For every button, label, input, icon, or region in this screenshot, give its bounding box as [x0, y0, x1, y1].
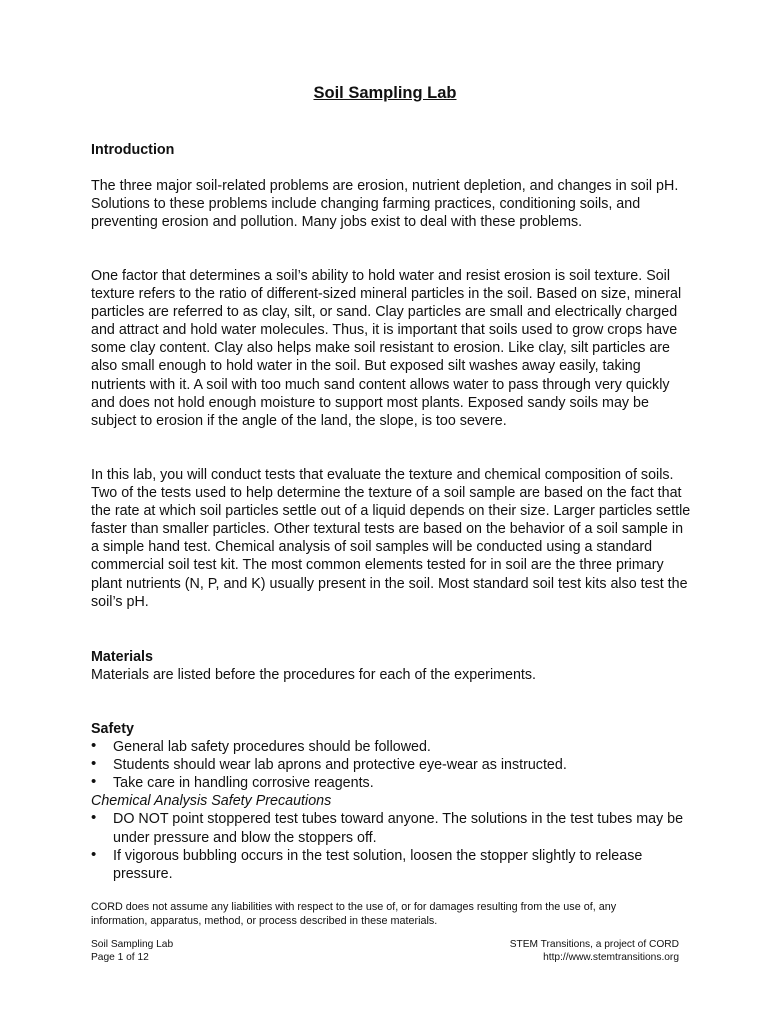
footer-url: http://www.stemtransitions.org	[543, 951, 679, 963]
intro-paragraph-3: In this lab, you will conduct tests that evaluate the texture and chemical composition of soils. Two of the tests used to help determine the texture of a soil sample are based on the fact that the rate at which soil particles settle out of a liquid depends on their size. Larger particles settle faster than smaller particles. Other textural tests are based on the behavior of a soil sample in a simple hand test. Chemical analysis of soil samples will be conducted using a standard commercial soil test kit. The most common elements tested for in soil are the three primary plant nutrients (N, P, and K) usually present in the soil. Most standard soil test kits also test the soil’s pH.	[91, 467, 691, 610]
intro-paragraph-2: One factor that determines a soil’s ability to hold water and resist erosion is soil texture. Soil texture refers to the ratio of different-sized mineral particles in the soil. Based on size, mineral particles are referred to as clay, silt, or sand. Clay particles are small and electrically charged and attract and hold water molecules. Thus, it is important that soils used to grow crops have some clay content. Clay also helps make soil resistant to erosion. Like clay, silt particles are also small enough to hold water in the soil. But exposed silt washes away easily, taking nutrients with it. A soil with too much sand content allows water to pass through very quickly and does not hold enough moisture to support most plants. Exposed sandy soils may be subject to erosion if the angle of the land, the slope, is too severe.	[91, 268, 682, 429]
safety-heading: Safety	[91, 721, 134, 737]
safety-section	[91, 720, 691, 883]
list-item: • General lab safety procedures should be followed.	[91, 738, 691, 756]
materials-text: Materials are listed before the procedures for each of the experiments.	[91, 667, 537, 684]
intro-paragraph-1-block	[91, 177, 691, 231]
footer-doc-title: Soil Sampling Lab	[91, 939, 174, 950]
disclaimer: CORD does not assume any liabilities with respect to the use of, or for damages resulting from the use of, any information, apparatus, method, or process described in these materials.	[91, 901, 617, 927]
page-title: Soil Sampling Lab	[313, 84, 457, 102]
intro-paragraph-3-block	[91, 466, 691, 611]
introduction-section	[91, 141, 691, 159]
list-item: • If vigorous bubbling occurs in the test solution, loosen the stopper slightly to release pressure.	[91, 847, 691, 883]
intro-paragraph-1: The three major soil-related problems are erosion, nutrient depletion, and changes in soil pH. Solutions to these problems include changing farming practices, conditioning soils, and preventing erosion and pollution. Many jobs exist to deal with these problems.	[91, 178, 679, 231]
footer-left	[91, 939, 173, 965]
footer-org: STEM Transitions, a project of CORD	[509, 939, 679, 950]
footer-right	[510, 939, 679, 965]
intro-paragraph-2-block	[91, 267, 691, 430]
footer-page-number: Page 1 of 12	[91, 951, 149, 963]
list-item: • Students should wear lab aprons and protective eye-wear as instructed.	[91, 756, 691, 774]
materials-section	[91, 648, 691, 684]
introduction-heading: Introduction	[91, 142, 175, 158]
chemical-safety-subheading: Chemical Analysis Safety Precautions	[91, 793, 332, 810]
chemical-safety-list	[91, 810, 691, 882]
list-item: • Take care in handling corrosive reagents.	[91, 774, 691, 792]
materials-heading: Materials	[91, 649, 153, 665]
list-item: • DO NOT point stoppered test tubes toward anyone. The solutions in the test tubes may be under pressure and blow the stoppers off.	[91, 810, 691, 846]
safety-list	[91, 738, 691, 792]
